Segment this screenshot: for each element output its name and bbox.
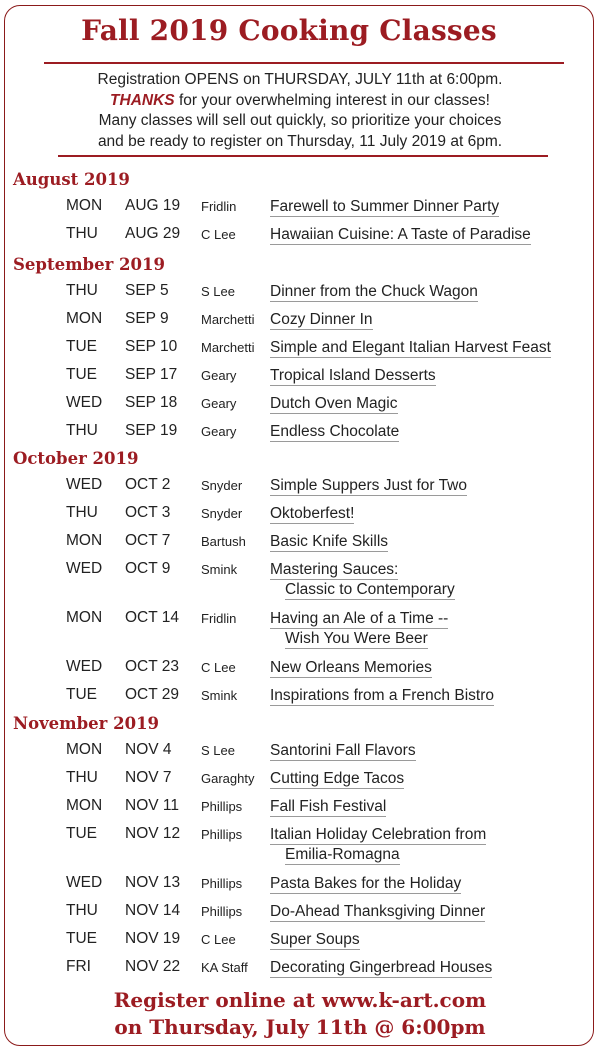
class-chef: Bartush xyxy=(201,534,246,549)
class-chef: Phillips xyxy=(201,904,243,919)
class-chef: Phillips xyxy=(201,827,243,842)
class-day: WED xyxy=(66,658,103,675)
class-date: SEP 18 xyxy=(125,394,178,411)
class-chef: Fridlin xyxy=(201,611,237,626)
class-chef: Phillips xyxy=(201,799,243,814)
month-heading: October 2019 xyxy=(13,449,139,468)
class-row xyxy=(0,560,600,598)
class-date: SEP 19 xyxy=(125,422,178,439)
class-chef: C Lee xyxy=(201,932,236,947)
class-title-link[interactable]: Italian Holiday Celebration from xyxy=(270,826,487,843)
class-title-link-line-2[interactable]: Wish You Were Beer xyxy=(285,630,428,647)
class-day: MON xyxy=(66,741,103,758)
class-date: SEP 9 xyxy=(125,310,169,327)
class-row xyxy=(0,874,600,896)
intro-text xyxy=(0,70,600,152)
class-row xyxy=(0,902,600,924)
class-chef: Snyder xyxy=(201,506,243,521)
class-title-link[interactable]: New Orleans Memories xyxy=(270,659,432,676)
thanks-emphasis: THANKS xyxy=(110,91,175,109)
class-day: THU xyxy=(66,769,98,786)
class-day: THU xyxy=(66,282,98,299)
class-day: TUE xyxy=(66,338,97,355)
class-row xyxy=(0,686,600,708)
class-date: NOV 14 xyxy=(125,902,181,919)
class-date: SEP 5 xyxy=(125,282,169,299)
class-day: TUE xyxy=(66,686,97,703)
class-date: AUG 19 xyxy=(125,197,181,214)
class-day: FRI xyxy=(66,958,91,975)
class-day: WED xyxy=(66,560,103,577)
class-chef: Marchetti xyxy=(201,312,255,327)
register-line-2: on Thursday, July 11th @ 6:00pm xyxy=(114,1015,486,1039)
class-title-link[interactable]: Hawaiian Cuisine: A Taste of Paradise xyxy=(270,226,531,243)
class-title-link[interactable]: Cozy Dinner In xyxy=(270,311,373,328)
title-divider xyxy=(44,62,564,64)
class-chef: S Lee xyxy=(201,284,235,299)
class-day: THU xyxy=(66,504,98,521)
class-row xyxy=(0,797,600,819)
class-chef: C Lee xyxy=(201,660,236,675)
class-date: NOV 4 xyxy=(125,741,172,758)
class-chef: Fridlin xyxy=(201,199,237,214)
class-date: OCT 23 xyxy=(125,658,179,675)
class-day: TUE xyxy=(66,825,97,842)
class-chef: Phillips xyxy=(201,876,243,891)
class-chef: KA Staff xyxy=(201,960,248,975)
class-date: OCT 3 xyxy=(125,504,171,521)
class-title-link[interactable]: Having an Ale of a Time -- xyxy=(270,610,449,627)
class-title-link[interactable]: Simple Suppers Just for Two xyxy=(270,477,467,494)
intro-line-1: Registration OPENS on THURSDAY, JULY 11th at 6:00pm. xyxy=(97,71,503,88)
class-row xyxy=(0,769,600,791)
class-day: THU xyxy=(66,225,98,242)
class-title-link[interactable]: Farewell to Summer Dinner Party xyxy=(270,198,500,215)
class-day: WED xyxy=(66,476,103,493)
class-title-link[interactable]: Endless Chocolate xyxy=(270,423,400,440)
class-row xyxy=(0,282,600,304)
class-row xyxy=(0,958,600,980)
class-title-link-line-2[interactable]: Emilia-Romagna xyxy=(285,846,400,863)
class-day: THU xyxy=(66,422,98,439)
class-chef: C Lee xyxy=(201,227,236,242)
class-row xyxy=(0,658,600,680)
class-row xyxy=(0,338,600,360)
class-row xyxy=(0,197,600,219)
page-title: Fall 2019 Cooking Classes xyxy=(81,14,497,47)
class-row xyxy=(0,422,600,444)
class-row xyxy=(0,930,600,952)
intro-divider xyxy=(58,155,548,157)
class-day: TUE xyxy=(66,930,97,947)
class-row xyxy=(0,394,600,416)
class-title-link[interactable]: Oktoberfest! xyxy=(270,505,355,522)
class-chef: Geary xyxy=(201,396,237,411)
class-date: NOV 7 xyxy=(125,769,172,786)
intro-line-3: Many classes will sell out quickly, so prioritize your choices xyxy=(98,112,502,129)
class-title-link[interactable]: Decorating Gingerbread Houses xyxy=(270,959,493,976)
class-title-link-line-2[interactable]: Classic to Contemporary xyxy=(285,581,455,598)
class-title-link[interactable]: Do-Ahead Thanksgiving Dinner xyxy=(270,903,486,920)
class-date: OCT 14 xyxy=(125,609,179,626)
class-date: SEP 17 xyxy=(125,366,178,383)
class-title-link[interactable]: Super Soups xyxy=(270,931,360,948)
class-title-link[interactable]: Mastering Sauces: xyxy=(270,561,399,578)
class-day: MON xyxy=(66,609,103,626)
class-title-link[interactable]: Inspirations from a French Bistro xyxy=(270,687,494,704)
class-day: WED xyxy=(66,394,103,411)
class-chef: Marchetti xyxy=(201,340,255,355)
class-date: NOV 12 xyxy=(125,825,181,842)
class-day: MON xyxy=(66,532,103,549)
month-heading: September 2019 xyxy=(13,255,165,274)
register-line-1: Register online at www.k-art.com xyxy=(113,988,487,1012)
class-date: OCT 9 xyxy=(125,560,171,577)
class-row xyxy=(0,225,600,247)
class-date: OCT 2 xyxy=(125,476,171,493)
class-row xyxy=(0,366,600,388)
class-date: AUG 29 xyxy=(125,225,181,242)
intro-line-4: and be ready to register on Thursday, 11 July 2019 at 6pm. xyxy=(97,132,503,150)
class-title-link[interactable]: Cutting Edge Tacos xyxy=(270,770,405,787)
class-row xyxy=(0,532,600,554)
class-chef: Geary xyxy=(201,368,237,383)
class-row xyxy=(0,476,600,498)
intro-line-2-rest: for your overwhelming interest in our classes! xyxy=(174,91,490,109)
class-date: OCT 29 xyxy=(125,686,179,703)
class-day: MON xyxy=(66,797,103,814)
intro-line-2 xyxy=(0,91,600,112)
month-heading: August 2019 xyxy=(13,170,130,189)
class-chef: Smink xyxy=(201,688,238,703)
class-row xyxy=(0,310,600,332)
class-title-link[interactable]: Santorini Fall Flavors xyxy=(270,742,416,759)
class-chef: Geary xyxy=(201,424,237,439)
class-date: OCT 7 xyxy=(125,532,171,549)
class-title-link[interactable]: Fall Fish Festival xyxy=(270,798,387,815)
class-day: TUE xyxy=(66,366,97,383)
class-title-link[interactable]: Basic Knife Skills xyxy=(270,533,389,550)
class-date: SEP 10 xyxy=(125,338,178,355)
class-title-link[interactable]: Pasta Bakes for the Holiday xyxy=(270,875,462,892)
class-title-link[interactable]: Dinner from the Chuck Wagon xyxy=(270,283,478,300)
class-title-link[interactable]: Dutch Oven Magic xyxy=(270,395,398,412)
class-chef: Snyder xyxy=(201,478,243,493)
class-row xyxy=(0,825,600,863)
class-date: NOV 11 xyxy=(125,797,179,814)
class-day: WED xyxy=(66,874,103,891)
class-day: MON xyxy=(66,197,103,214)
class-title-link[interactable]: Tropical Island Desserts xyxy=(270,367,436,384)
class-chef: Garaghty xyxy=(201,771,255,786)
class-day: THU xyxy=(66,902,98,919)
class-title-link[interactable]: Simple and Elegant Italian Harvest Feast xyxy=(270,339,551,356)
class-date: NOV 22 xyxy=(125,958,181,975)
class-date: NOV 19 xyxy=(125,930,181,947)
class-row xyxy=(0,609,600,647)
class-date: NOV 13 xyxy=(125,874,181,891)
class-chef: S Lee xyxy=(201,743,235,758)
class-chef: Smink xyxy=(201,562,238,577)
class-day: MON xyxy=(66,310,103,327)
class-row xyxy=(0,741,600,763)
class-row xyxy=(0,504,600,526)
month-heading: November 2019 xyxy=(13,714,160,733)
